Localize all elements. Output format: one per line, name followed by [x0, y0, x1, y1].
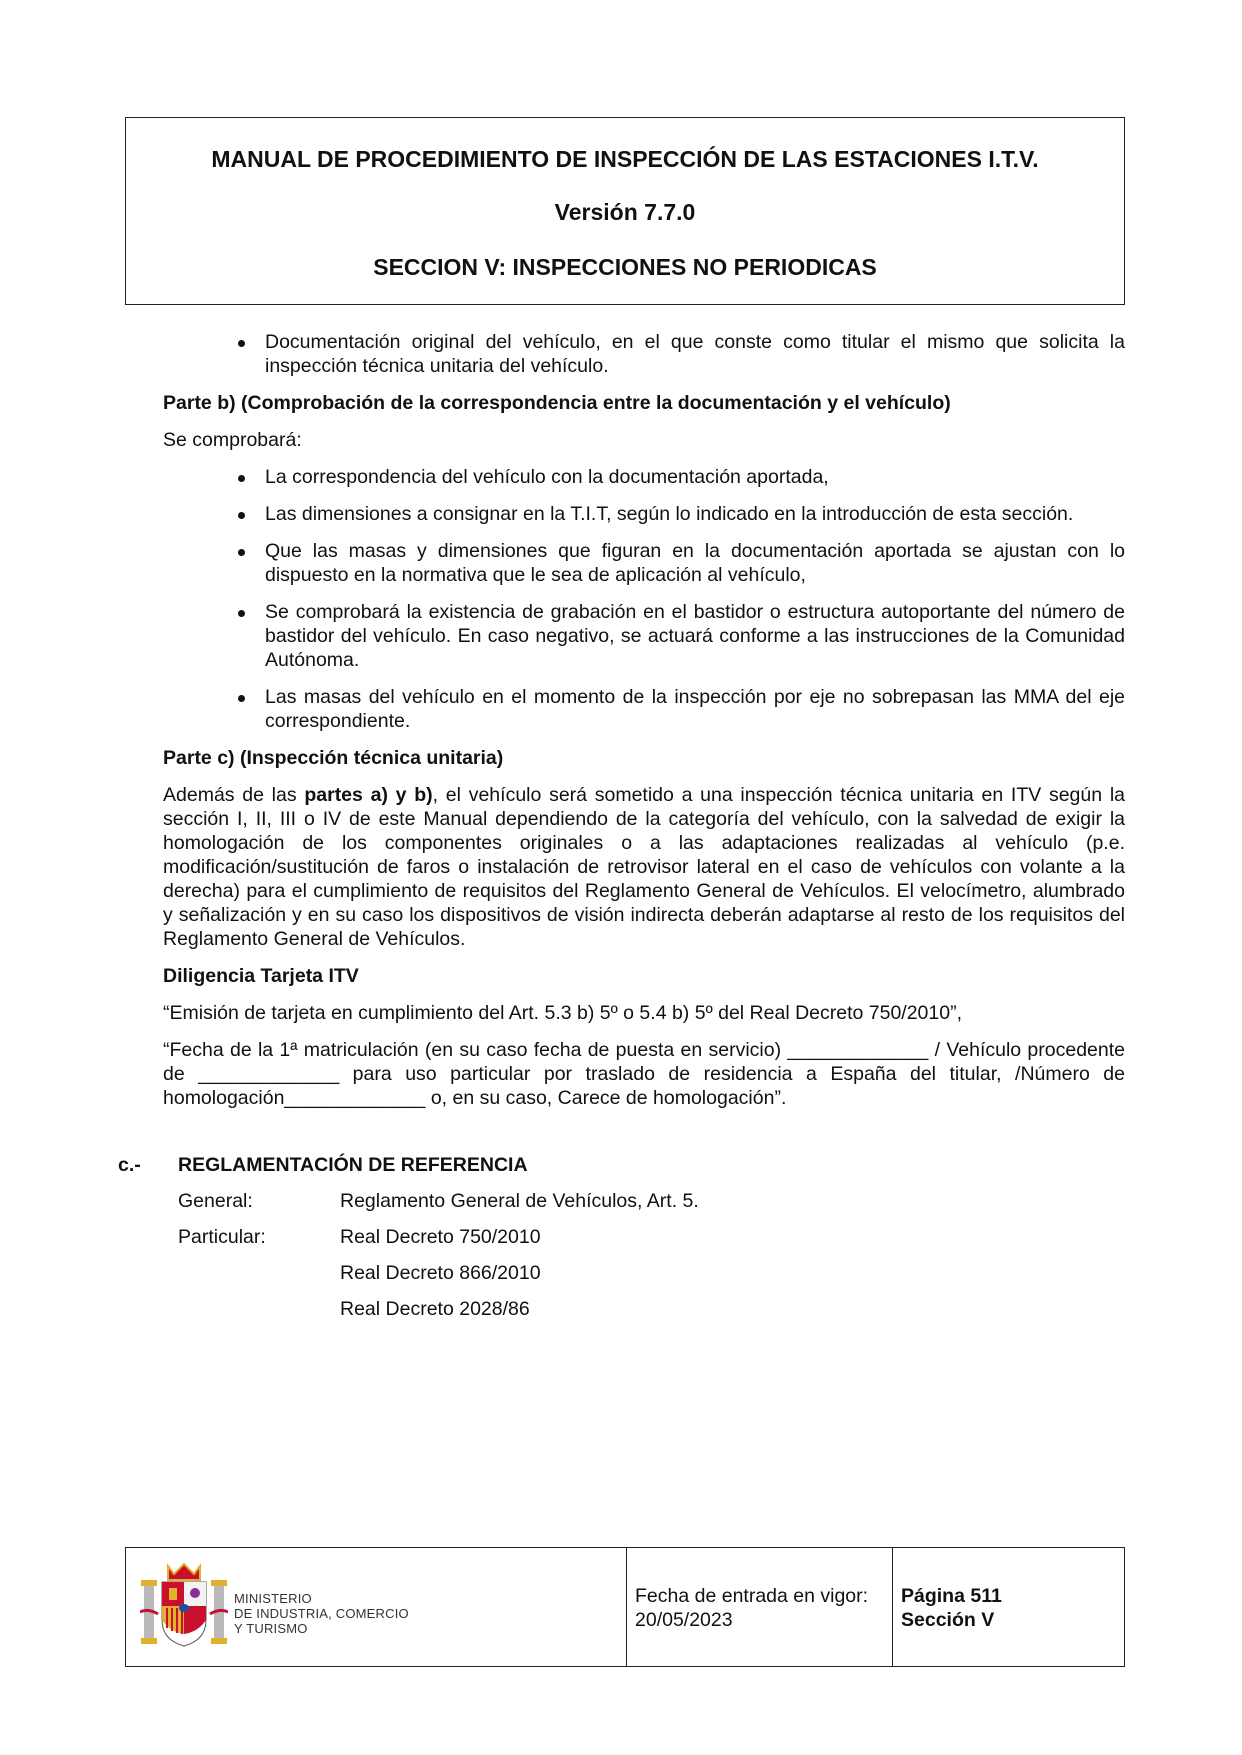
reg-particular-value: Real Decreto 2028/86: [340, 1298, 530, 1320]
document-version: Versión 7.7.0: [554, 199, 696, 225]
reg-particular-value: Real Decreto 866/2010: [340, 1262, 541, 1284]
reg-general-label: General:: [178, 1190, 253, 1212]
ministry-logo-cell: [126, 1548, 627, 1666]
effective-date-label: Fecha de entrada en vigor:: [635, 1585, 869, 1607]
footer-section: Sección V: [901, 1609, 995, 1631]
diligencia-heading: Diligencia Tarjeta ITV: [163, 965, 359, 987]
document-section: SECCION V: INSPECCIONES NO PERIODICAS: [373, 254, 877, 280]
parte-c-paragraph: [163, 783, 1125, 951]
reg-particular-row: [178, 1261, 541, 1285]
parte-c-heading: Parte c) (Inspección técnica unitaria): [163, 747, 504, 769]
parte-c-text-pre: Además de las: [163, 784, 305, 806]
ministry-line: DE INDUSTRIA, COMERCIO: [234, 1606, 409, 1621]
document-footer: [125, 1547, 1125, 1667]
intro-list: [163, 330, 1125, 378]
effective-date-cell: [627, 1548, 893, 1666]
main-content: [163, 330, 1125, 1123]
list-item: Documentación original del vehículo, en el que conste como titular el mismo que solicita la inspección técnica unitaria del vehículo.: [163, 330, 1125, 378]
document-title: MANUAL DE PROCEDIMIENTO DE INSPECCIÓN DE LAS ESTACIONES I.T.V.: [211, 146, 1039, 172]
list-item: Las masas del vehículo en el momento de la inspección por eje no sobrepasan las MMA del eje correspondiente.: [163, 685, 1125, 733]
document-header: [125, 117, 1125, 305]
list-item: Las dimensiones a consignar en la T.I.T, según lo indicado en la introducción de esta sección.: [163, 502, 1125, 526]
reg-particular-row: [178, 1225, 541, 1249]
parte-c-text-post: , el vehículo será sometido a una inspección técnica unitaria en ITV según la sección I, II, III o IV de este Manual dependiendo de la categoría del vehículo, con la salvedad de exigir la homologación de los componentes originales o a las adaptaciones realizadas al vehículo (p.e. modificación/sustitución de faros o instalación de retrovisor lateral en el caso de vehículos con volante a la derecha) para el cumplimiento de requisitos del Reglamento General de Vehículos. El velocímetro, alumbrado y señalización y en su caso los dispositivos de visión indirecta deberán adaptarse al resto de los requisitos del Reglamento General de Vehículos.: [163, 784, 1126, 950]
list-item: Se comprobará la existencia de grabación en el bastidor o estructura autoportante del número de bastidor del vehículo. En caso negativo, se actuará conforme a las instrucciones de la Comunidad Autónoma.: [163, 600, 1125, 672]
parte-c-text-bold: partes a) y b): [304, 784, 433, 806]
reg-particular-value: Real Decreto 750/2010: [340, 1226, 541, 1248]
section-number: c.-: [118, 1154, 141, 1176]
reg-particular-row: [178, 1297, 530, 1321]
parte-b-heading: Parte b) (Comprobación de la correspondencia entre la documentación y el vehículo): [163, 392, 951, 414]
spain-crest-icon: [140, 1562, 228, 1654]
reg-general-value: Reglamento General de Vehículos, Art. 5.: [340, 1190, 699, 1212]
section-title: REGLAMENTACIÓN DE REFERENCIA: [178, 1154, 528, 1176]
page-number: Página 511: [901, 1585, 1002, 1607]
ministry-name: [234, 1591, 409, 1636]
reg-particular-label: Particular:: [178, 1226, 266, 1248]
reg-general-row: [178, 1189, 699, 1213]
ministry-line: MINISTERIO: [234, 1591, 312, 1606]
diligencia-line-1: “Emisión de tarjeta en cumplimiento del Art. 5.3 b) 5º o 5.4 b) 5º del Real Decreto 750/2010”,: [163, 1002, 963, 1024]
parte-b-lead: Se comprobará:: [163, 429, 302, 451]
diligencia-line-2: “Fecha de la 1ª matriculación (en su caso fecha de puesta en servicio) _____________ / Vehículo procedente de _____________ para uso particular por traslado de residencia a España del titular, /Número de homologación_____________ o, en su caso, Carece de homologación”.: [163, 1039, 1125, 1109]
page-info-cell: [893, 1548, 1124, 1666]
list-item: Que las masas y dimensiones que figuran en la documentación aportada se ajustan con lo dispuesto en la normativa que le sea de aplicación al vehículo,: [163, 539, 1125, 587]
ministry-line: Y TURISMO: [234, 1621, 308, 1636]
list-item: La correspondencia del vehículo con la documentación aportada,: [163, 465, 1125, 489]
parte-b-list: [163, 465, 1125, 733]
effective-date-value: 20/05/2023: [635, 1609, 733, 1631]
